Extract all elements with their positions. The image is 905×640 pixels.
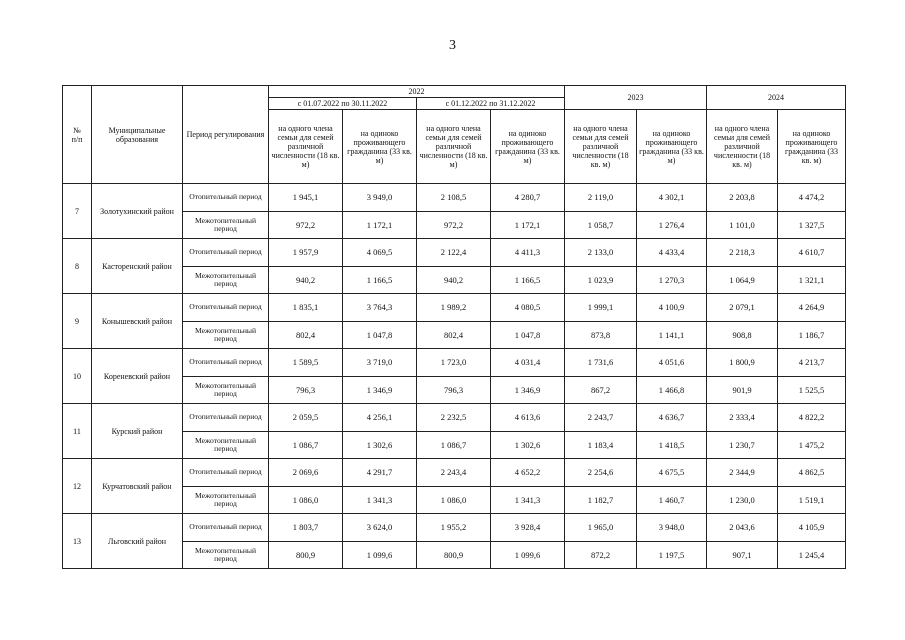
value-cell: 4 822,2 <box>778 404 846 432</box>
row-number: 10 <box>63 349 92 404</box>
value-cell: 1 803,7 <box>269 514 343 542</box>
value-cell: 4 302,1 <box>637 184 707 212</box>
value-cell: 940,2 <box>417 267 491 294</box>
header-municipality: Муниципальные образования <box>92 86 183 184</box>
value-cell: 1 197,5 <box>637 542 707 569</box>
tariff-table <box>62 85 846 569</box>
value-cell: 1 800,9 <box>707 349 778 377</box>
value-cell: 1 230,0 <box>707 487 778 514</box>
value-cell: 1 999,1 <box>565 294 637 322</box>
value-cell: 4 105,9 <box>778 514 846 542</box>
period-interheating: Межотопительный период <box>183 377 269 404</box>
value-cell: 1 099,6 <box>491 542 565 569</box>
value-cell: 4 100,9 <box>637 294 707 322</box>
value-cell: 4 636,7 <box>637 404 707 432</box>
period-heating: Отопительный период <box>183 459 269 487</box>
value-cell: 802,4 <box>269 322 343 349</box>
district-name: Курчатовский район <box>92 459 183 514</box>
district-name: Льговский район <box>92 514 183 569</box>
value-cell: 1 525,5 <box>778 377 846 404</box>
period-heating: Отопительный период <box>183 514 269 542</box>
value-cell: 2 059,5 <box>269 404 343 432</box>
value-cell: 1 955,2 <box>417 514 491 542</box>
header-family: на одного члена семьи для семей различной численности (18 кв. м) <box>565 110 637 184</box>
value-cell: 1 519,1 <box>778 487 846 514</box>
value-cell: 872,2 <box>565 542 637 569</box>
row-number: 8 <box>63 239 92 294</box>
value-cell: 972,2 <box>417 212 491 239</box>
value-cell: 800,9 <box>269 542 343 569</box>
row-number: 7 <box>63 184 92 239</box>
value-cell: 2 122,4 <box>417 239 491 267</box>
table-row <box>63 349 846 377</box>
value-cell: 3 624,0 <box>343 514 417 542</box>
value-cell: 1 086,0 <box>417 487 491 514</box>
period-interheating: Межотопительный период <box>183 212 269 239</box>
value-cell: 1 064,9 <box>707 267 778 294</box>
value-cell: 1 186,7 <box>778 322 846 349</box>
value-cell: 1 302,6 <box>343 432 417 459</box>
value-cell: 1 245,4 <box>778 542 846 569</box>
district-name: Кореневский район <box>92 349 183 404</box>
value-cell: 1 321,1 <box>778 267 846 294</box>
value-cell: 1 172,1 <box>491 212 565 239</box>
table-body <box>63 184 846 569</box>
header-family: на одного члена семьи для семей различной численности (18 кв. м) <box>269 110 343 184</box>
table-row <box>63 294 846 322</box>
value-cell: 1 086,0 <box>269 487 343 514</box>
value-cell: 4 291,7 <box>343 459 417 487</box>
value-cell: 2 133,0 <box>565 239 637 267</box>
value-cell: 1 166,5 <box>491 267 565 294</box>
value-cell: 2 119,0 <box>565 184 637 212</box>
value-cell: 2 344,9 <box>707 459 778 487</box>
value-cell: 1 835,1 <box>269 294 343 322</box>
value-cell: 1 086,7 <box>269 432 343 459</box>
header-year-2024: 2024 <box>707 86 846 110</box>
header-period: Период регулирования <box>183 86 269 184</box>
value-cell: 1 989,2 <box>417 294 491 322</box>
value-cell: 1 172,1 <box>343 212 417 239</box>
value-cell: 3 764,3 <box>343 294 417 322</box>
value-cell: 2 243,4 <box>417 459 491 487</box>
value-cell: 1 099,6 <box>343 542 417 569</box>
value-cell: 3 949,0 <box>343 184 417 212</box>
period-interheating: Межотопительный период <box>183 267 269 294</box>
value-cell: 867,2 <box>565 377 637 404</box>
table-row <box>63 239 846 267</box>
value-cell: 2 232,5 <box>417 404 491 432</box>
value-cell: 800,9 <box>417 542 491 569</box>
value-cell: 4 862,5 <box>778 459 846 487</box>
value-cell: 2 079,1 <box>707 294 778 322</box>
value-cell: 1 270,3 <box>637 267 707 294</box>
value-cell: 1 141,1 <box>637 322 707 349</box>
header-period-a: с 01.07.2022 по 30.11.2022 <box>269 98 417 110</box>
period-heating: Отопительный период <box>183 239 269 267</box>
page-number: 3 <box>449 38 456 53</box>
period-interheating: Межотопительный период <box>183 322 269 349</box>
period-heating: Отопительный период <box>183 349 269 377</box>
period-heating: Отопительный период <box>183 294 269 322</box>
table-row <box>63 459 846 487</box>
value-cell: 1 346,9 <box>491 377 565 404</box>
header-no: № п/п <box>63 86 92 184</box>
value-cell: 2 333,4 <box>707 404 778 432</box>
table-row <box>63 184 846 212</box>
value-cell: 1 183,4 <box>565 432 637 459</box>
value-cell: 1 731,6 <box>565 349 637 377</box>
value-cell: 1 589,5 <box>269 349 343 377</box>
header-family: на одного члена семьи для семей различной численности (18 кв. м) <box>707 110 778 184</box>
header-single: на одиноко проживающего гражданина (33 кв. м) <box>778 110 846 184</box>
value-cell: 1 341,3 <box>343 487 417 514</box>
row-number: 9 <box>63 294 92 349</box>
value-cell: 2 108,5 <box>417 184 491 212</box>
value-cell: 901,9 <box>707 377 778 404</box>
value-cell: 2 243,7 <box>565 404 637 432</box>
value-cell: 1 086,7 <box>417 432 491 459</box>
header-single: на одиноко проживающего гражданина (33 кв. м) <box>491 110 565 184</box>
value-cell: 4 264,9 <box>778 294 846 322</box>
value-cell: 1 965,0 <box>565 514 637 542</box>
value-cell: 4 675,5 <box>637 459 707 487</box>
value-cell: 4 474,2 <box>778 184 846 212</box>
value-cell: 1 230,7 <box>707 432 778 459</box>
value-cell: 3 948,0 <box>637 514 707 542</box>
value-cell: 1 327,5 <box>778 212 846 239</box>
value-cell: 1 957,9 <box>269 239 343 267</box>
header-family: на одного члена семьи для семей различной численности (18 кв. м) <box>417 110 491 184</box>
table-header <box>63 86 846 184</box>
value-cell: 4 080,5 <box>491 294 565 322</box>
value-cell: 1 047,8 <box>491 322 565 349</box>
value-cell: 907,1 <box>707 542 778 569</box>
row-number: 11 <box>63 404 92 459</box>
value-cell: 1 166,5 <box>343 267 417 294</box>
value-cell: 1 101,0 <box>707 212 778 239</box>
value-cell: 1 460,7 <box>637 487 707 514</box>
header-single: на одиноко проживающего гражданина (33 кв. м) <box>637 110 707 184</box>
table-row <box>63 514 846 542</box>
value-cell: 2 218,3 <box>707 239 778 267</box>
value-cell: 1 723,0 <box>417 349 491 377</box>
header-year-2022: 2022 <box>269 86 565 98</box>
value-cell: 1 276,4 <box>637 212 707 239</box>
value-cell: 2 254,6 <box>565 459 637 487</box>
value-cell: 940,2 <box>269 267 343 294</box>
value-cell: 4 051,6 <box>637 349 707 377</box>
row-number: 13 <box>63 514 92 569</box>
value-cell: 1 023,9 <box>565 267 637 294</box>
district-name: Конышевский район <box>92 294 183 349</box>
value-cell: 2 069,6 <box>269 459 343 487</box>
value-cell: 3 719,0 <box>343 349 417 377</box>
value-cell: 1 302,6 <box>491 432 565 459</box>
header-period-b: с 01.12.2022 по 31.12.2022 <box>417 98 565 110</box>
value-cell: 4 411,3 <box>491 239 565 267</box>
value-cell: 2 203,8 <box>707 184 778 212</box>
value-cell: 796,3 <box>417 377 491 404</box>
value-cell: 1 058,7 <box>565 212 637 239</box>
value-cell: 1 341,3 <box>491 487 565 514</box>
district-name: Золотухинский район <box>92 184 183 239</box>
value-cell: 873,8 <box>565 322 637 349</box>
period-interheating: Межотопительный период <box>183 432 269 459</box>
value-cell: 4 280,7 <box>491 184 565 212</box>
value-cell: 4 433,4 <box>637 239 707 267</box>
value-cell: 4 613,6 <box>491 404 565 432</box>
value-cell: 1 182,7 <box>565 487 637 514</box>
district-name: Касторенский район <box>92 239 183 294</box>
value-cell: 4 213,7 <box>778 349 846 377</box>
value-cell: 796,3 <box>269 377 343 404</box>
table-row <box>63 404 846 432</box>
value-cell: 802,4 <box>417 322 491 349</box>
district-name: Курский район <box>92 404 183 459</box>
header-year-2023: 2023 <box>565 86 707 110</box>
value-cell: 4 610,7 <box>778 239 846 267</box>
header-single: на одиноко проживающего гражданина (33 кв. м) <box>343 110 417 184</box>
value-cell: 972,2 <box>269 212 343 239</box>
value-cell: 908,8 <box>707 322 778 349</box>
value-cell: 1 047,8 <box>343 322 417 349</box>
period-heating: Отопительный период <box>183 404 269 432</box>
value-cell: 4 256,1 <box>343 404 417 432</box>
period-heating: Отопительный период <box>183 184 269 212</box>
period-interheating: Межотопительный период <box>183 487 269 514</box>
value-cell: 1 475,2 <box>778 432 846 459</box>
value-cell: 1 945,1 <box>269 184 343 212</box>
value-cell: 4 069,5 <box>343 239 417 267</box>
value-cell: 1 418,5 <box>637 432 707 459</box>
value-cell: 1 346,9 <box>343 377 417 404</box>
value-cell: 1 466,8 <box>637 377 707 404</box>
value-cell: 4 652,2 <box>491 459 565 487</box>
row-number: 12 <box>63 459 92 514</box>
value-cell: 3 928,4 <box>491 514 565 542</box>
period-interheating: Межотопительный период <box>183 542 269 569</box>
value-cell: 2 043,6 <box>707 514 778 542</box>
value-cell: 4 031,4 <box>491 349 565 377</box>
